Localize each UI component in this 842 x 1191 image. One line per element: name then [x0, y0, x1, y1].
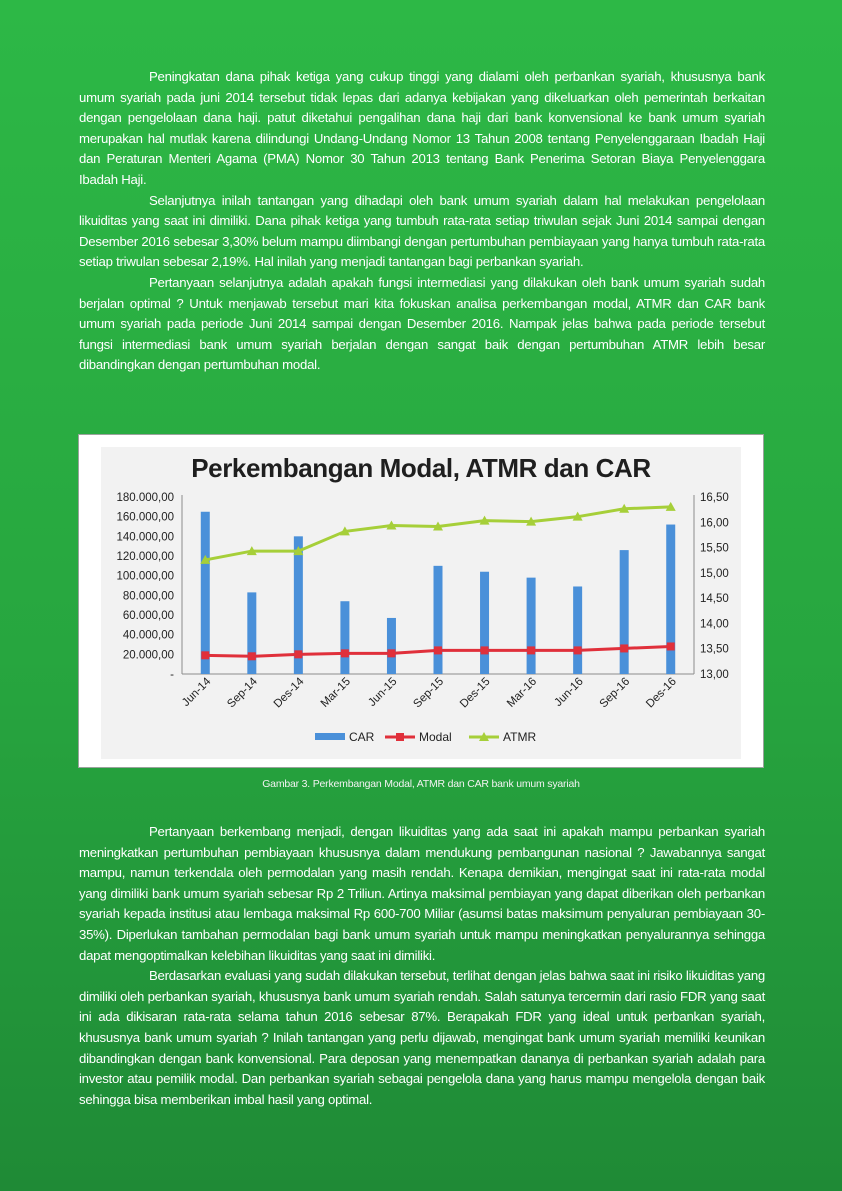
modal-marker	[387, 649, 395, 657]
x-tick-label: Des-15	[457, 675, 493, 711]
legend-marker-modal	[396, 733, 404, 741]
right-tick-label: 14,00	[700, 618, 729, 631]
modal-marker	[341, 649, 349, 657]
car-bar	[480, 572, 489, 674]
paragraph: Pertanyaan berkembang menjadi, dengan likuiditas yang ada saat ini apakah mampu perbankan syariah meningkatkan pertumbuhan pembiayaan khususnya dalam mendukung pembangunan nasional ? Jawabannya sangat mampu, namun terkendala oleh permodalan yang masih rendah. Kenapa demikian, mengingat saat ini rata-rata modal yang dimiliki bank umum syariah sebesar Rp 2 Triliun. Artinya maksimal pembiayan yang dapat diberikan oleh perbankan syariah kepada institusi atau lembaga maksimal Rp 600-700 Miliar (asumsi batas maksimum penyaluran pembiayaan 30-35%). Diperlukan tambahan permodalan bagi bank umum syariah untuk mampu meningkatkan penyalurannya sehingga dapat mengoptimalkan kelebihan likuiditas yang saat ini dimiliki.	[79, 824, 765, 963]
x-tick-label: Sep-16	[597, 675, 633, 711]
car-bar	[620, 550, 629, 674]
modal-marker	[527, 646, 535, 654]
left-tick-label: 60.000,00	[122, 610, 174, 622]
body-text-top	[79, 67, 765, 376]
left-tick-label: -	[170, 669, 174, 681]
right-tick-label: 16,50	[700, 492, 729, 504]
modal-marker	[434, 646, 442, 654]
body-text-bottom	[79, 822, 765, 1110]
chart-title: Perkembangan Modal, ATMR dan CAR	[191, 453, 651, 483]
car-bar	[340, 601, 349, 674]
modal-marker	[481, 646, 489, 654]
modal-marker	[574, 646, 582, 654]
right-tick-label: 15,50	[700, 542, 729, 555]
chart-area	[101, 447, 741, 759]
car-bar	[434, 566, 443, 674]
legend-label: ATMR	[503, 730, 537, 744]
left-tick-label: 120.000,00	[116, 551, 174, 563]
modal-marker	[667, 642, 675, 650]
x-tick-label: Jun-15	[366, 675, 400, 709]
paragraph: Berdasarkan evaluasi yang sudah dilakukan tersebut, terlihat dengan jelas bahwa saat ini risiko likuiditas yang dimiliki oleh perbankan syariah, khususnya bank umum syariah rendah. Salah satunya tercermin dari rasio FDR yang saat ini ada dikisaran rata-rata selama tahun 2016 sebesar 87%. Berapakah FDR yang ideal untuk perbankan syariah, khususnya bank umum syariah ? Inilah tantangan yang perlu dijawab, mengingat bank umum syariah memiliki keunikan dibandingkan dengan bank konvensional. Para deposan yang menempatkan dananya di perbankan syariah adalah para investor atau pemilik modal. Dan perbankan syariah sebagai pengelola dana yang harus mampu mengelola dengan baik sehingga bisa memberikan imbal hasil yang optimal.	[79, 968, 765, 1107]
modal-marker	[248, 652, 256, 660]
right-tick-label: 16,00	[700, 517, 729, 530]
left-tick-label: 20.000,00	[122, 649, 174, 662]
modal-marker	[201, 651, 209, 659]
x-tick-label: Mar-15	[318, 675, 354, 710]
car-bar	[527, 578, 536, 674]
legend-swatch-car	[315, 733, 345, 740]
x-tick-label: Sep-14	[225, 675, 260, 711]
left-tick-label: 80.000,00	[122, 590, 174, 603]
figure-caption: Gambar 3. Perkembangan Modal, ATMR dan CAR bank umum syariah	[262, 778, 580, 790]
paragraph: Pertanyaan selanjutnya adalah apakah fungsi intermediasi yang dilakukan oleh bank umum syariah sudah berjalan optimal ? Untuk menjawab tersebut mari kita fokuskan analisa perkembangan modal, ATMR dan CAR bank umum syariah pada periode Juni 2014 sampai dengan Desember 2016. Nampak jelas bahwa pada periode tersebut fungsi intermediasi bank umum syariah berjalan dengan sangat baik dengan pertumbuhan ATMR lebih besar dibandingkan dengan pertumbuhan modal.	[79, 274, 765, 373]
x-tick-label: Sep-15	[411, 675, 447, 711]
chart-svg	[101, 447, 741, 759]
left-tick-label: 140.000,00	[116, 531, 174, 544]
paragraph: Selanjutnya inilah tantangan yang dihadapi oleh bank umum syariah dalam hal melakukan pengelolaan likuiditas yang saat ini dimiliki. Dana pihak ketiga yang tumbuh rata-rata setiap triwulan sejak Juni 2014 sampai dengan Desember 2016 sebesar 3,30% belum mampu diimbangi dengan pertumbuhan pembiayaan yang hanya tumbuh rata-rata setiap triwulan sebesar 2,19%. Hal inilah yang menjadi tantangan bagi perbankan syariah.	[79, 192, 765, 270]
right-tick-label: 14,50	[700, 593, 729, 606]
atmr-line	[205, 507, 670, 560]
car-bar	[573, 586, 582, 674]
legend-label: CAR	[349, 730, 375, 744]
x-tick-label: Jun-16	[552, 675, 586, 709]
right-tick-label: 13,50	[700, 643, 729, 656]
left-tick-label: 180.000,00	[116, 492, 174, 504]
left-tick-label: 160.000,00	[116, 511, 174, 524]
chart-figure	[78, 434, 764, 768]
left-tick-label: 40.000,00	[122, 629, 174, 642]
modal-marker	[294, 650, 302, 658]
legend-label: Modal	[419, 730, 452, 744]
car-bar	[666, 525, 675, 674]
car-bar	[201, 512, 210, 674]
x-tick-label: Des-14	[271, 675, 307, 711]
car-bar	[387, 618, 396, 674]
right-tick-label: 13,00	[700, 669, 729, 681]
x-tick-label: Jun-14	[180, 675, 214, 709]
car-bar	[247, 592, 256, 674]
right-tick-label: 15,00	[700, 567, 729, 580]
x-tick-label: Des-16	[644, 675, 679, 711]
left-tick-label: 100.000,00	[116, 570, 174, 583]
x-tick-label: Mar-16	[504, 675, 540, 710]
modal-marker	[620, 644, 628, 652]
paragraph: Peningkatan dana pihak ketiga yang cukup tinggi yang dialami oleh perbankan syariah, khususnya bank umum syariah pada juni 2014 tersebut tidak lepas dari adanya kebijakan yang dikeluarkan oleh pemerintah berkaitan dengan pengelolaan dana haji. patut diketahui pengalihan dana haji dari bank konvensional ke bank umum syariah merupakan hal mutlak karena dilindungi Undang-Undang Nomor 13 Tahun 2008 tentang Penyelenggaraan Ibadah Haji dan Peraturan Menteri Agama (PMA) Nomor 30 Tahun 2013 tentang Bank Penerima Setoran Biaya Penyelenggara Ibadah Haji.	[79, 69, 765, 187]
